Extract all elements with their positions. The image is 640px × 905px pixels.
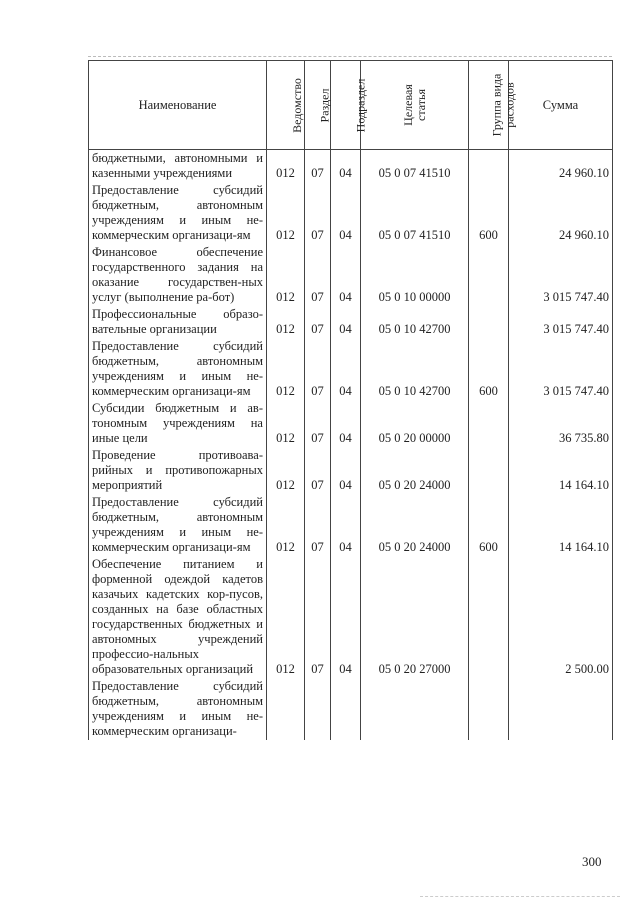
table-row [89,447,613,494]
cell-ministry: 012 [267,494,305,556]
table-row [89,338,613,400]
cell-subsection: 04 [331,150,361,183]
cell-group [469,244,509,306]
cell-subsection: 04 [331,306,361,338]
cell-ministry: 012 [267,244,305,306]
table-row [89,306,613,338]
cell-ministry: 012 [267,306,305,338]
cell-group [469,556,509,678]
table-row [89,494,613,556]
cell-group [469,150,509,183]
cell-target: 05 0 20 27000 [361,556,469,678]
table-row [89,556,613,678]
cell-target: 05 0 20 00000 [361,400,469,447]
cell-target: 05 0 07 41510 [361,182,469,244]
budget-table [88,60,613,740]
table-row [89,244,613,306]
cell-name: Предоставление субсидий бюджетным, автономным учреждениям и иным не-коммерческим организаци-ям [89,494,267,556]
cell-amount: 3 015 747.40 [509,244,613,306]
page-number: 300 [582,854,602,869]
cell-subsection: 04 [331,447,361,494]
cell-target: 05 0 10 42700 [361,338,469,400]
cell-ministry: 012 [267,182,305,244]
cell-ministry [267,678,305,740]
cell-amount: 36 735.80 [509,400,613,447]
table-row [89,182,613,244]
table-row [89,400,613,447]
header-section: Раздел [305,61,331,150]
cell-amount: 24 960.10 [509,150,613,183]
cell-target: 05 0 07 41510 [361,150,469,183]
cell-amount: 14 164.10 [509,447,613,494]
cell-amount [509,678,613,740]
cell-target: 05 0 20 24000 [361,494,469,556]
cell-target: 05 0 10 00000 [361,244,469,306]
header-target: Целевая статья [361,61,469,150]
cell-ministry: 012 [267,150,305,183]
scan-artifact-line [88,56,612,57]
cell-name: Предоставление субсидий бюджетным, автономным учреждениям и иным не-коммерческим организаци- [89,678,267,740]
cell-name: бюджетными, автономными и казенными учреждениями [89,150,267,183]
cell-group [469,678,509,740]
cell-name: Предоставление субсидий бюджетным, автономным учреждениям и иным не-коммерческим организаци-ям [89,182,267,244]
header-name: Наименование [89,61,267,150]
cell-group [469,306,509,338]
cell-section: 07 [305,338,331,400]
cell-section: 07 [305,150,331,183]
cell-group: 600 [469,494,509,556]
cell-name: Субсидии бюджетным и ав-тономным учреждениям на иные цели [89,400,267,447]
cell-subsection: 04 [331,338,361,400]
cell-target: 05 0 20 24000 [361,447,469,494]
cell-group [469,400,509,447]
cell-section: 07 [305,182,331,244]
cell-name: Предоставление субсидий бюджетным, автономным учреждениям и иным не-коммерческим организаци-ям [89,338,267,400]
cell-section: 07 [305,400,331,447]
table-header-row [89,61,613,150]
cell-name: Проведение противоава-рийных и противопожарных мероприятий [89,447,267,494]
header-ministry: Ведомство [267,61,305,150]
cell-subsection: 04 [331,556,361,678]
cell-target: 05 0 10 42700 [361,306,469,338]
cell-amount: 2 500.00 [509,556,613,678]
cell-group [469,447,509,494]
cell-amount: 14 164.10 [509,494,613,556]
header-subsection: Подраздел [331,61,361,150]
table-row [89,678,613,740]
cell-section: 07 [305,306,331,338]
cell-section: 07 [305,494,331,556]
cell-ministry: 012 [267,338,305,400]
cell-ministry: 012 [267,556,305,678]
cell-section [305,678,331,740]
cell-name: Финансовое обеспечение государственного задания на оказание государствен-ных услуг (выполнение ра-бот) [89,244,267,306]
cell-subsection: 04 [331,494,361,556]
cell-ministry: 012 [267,400,305,447]
table-row [89,150,613,183]
cell-subsection: 04 [331,244,361,306]
cell-subsection: 04 [331,400,361,447]
cell-amount: 3 015 747.40 [509,306,613,338]
cell-ministry: 012 [267,447,305,494]
scan-artifact-bottom [420,896,620,897]
cell-target [361,678,469,740]
header-amount: Сумма [509,61,613,150]
cell-section: 07 [305,447,331,494]
cell-section: 07 [305,244,331,306]
cell-name: Обеспечение питанием и форменной одеждой кадетов казачьих кадетских кор-пусов, созданных на базе областных государственных бюджетных и автономных учреждений профессио-нальных образовательных организаций [89,556,267,678]
cell-group: 600 [469,182,509,244]
header-group: Группа вида расходов [469,61,509,150]
cell-subsection: 04 [331,182,361,244]
cell-name: Профессиональные образо-вательные организации [89,306,267,338]
cell-subsection [331,678,361,740]
cell-section: 07 [305,556,331,678]
cell-amount: 24 960.10 [509,182,613,244]
cell-amount: 3 015 747.40 [509,338,613,400]
cell-group: 600 [469,338,509,400]
